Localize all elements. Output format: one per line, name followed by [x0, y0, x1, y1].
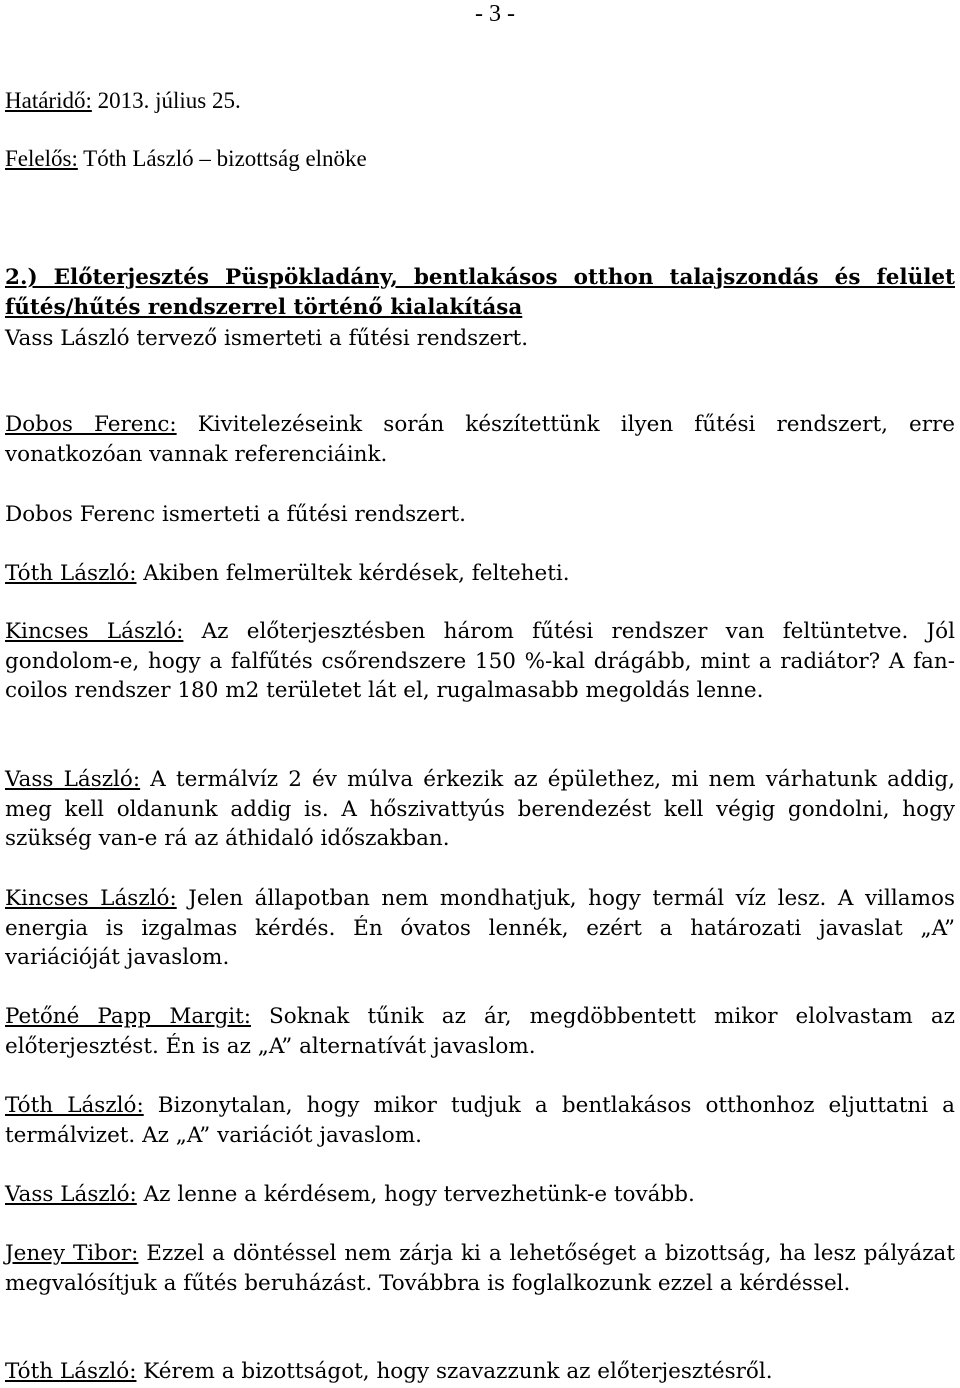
responsible-value: Tóth László – bizottság elnöke [77, 146, 367, 171]
paragraph-text: A termálvíz 2 év múlva érkezik az épülethez, mi nem várhatunk addig, meg kell oldanunk addig is. A hőszivattyús berendezést kell végig gondolni, hogy szükség van-e rá az áthidaló időszakban. [5, 767, 955, 851]
paragraph-text: Kivitelezéseink során készítettünk ilyen fűtési rendszert, erre vonatkozóan vannak referenciáink. [5, 412, 956, 467]
paragraph-text: Dobos Ferenc ismerteti a fűtési rendszert. [5, 502, 466, 527]
page-number: - 3 - [475, 1, 515, 27]
speaker-name: Tóth László: [5, 1359, 137, 1384]
paragraph-11 [5, 1239, 955, 1298]
paragraph-6 [5, 765, 955, 854]
deadline-line [5, 86, 955, 116]
speaker-name: Tóth László: [5, 561, 137, 586]
responsible-line [5, 144, 955, 174]
paragraph-text: Kérem a bizottságot, hogy szavazzunk az előterjesztésről. [136, 1359, 773, 1384]
deadline-value: 2013. július 25. [91, 88, 241, 113]
agenda-item-title: 2.) Előterjesztés Püspökladány, bentlakásos otthon talajszondás és felület fűtés/hűtés rendszerrel történő kialakítása [5, 265, 955, 320]
paragraph-text: Ezzel a döntéssel nem zárja ki a lehetőséget a bizottság, ha lesz pályázat megvalósítjuk a fűtés beruházást. Továbbra is foglalkozunk ezzel a kérdéssel. [5, 1241, 955, 1296]
paragraph-1 [5, 324, 955, 354]
speaker-name: Dobos Ferenc: [5, 412, 177, 437]
paragraph-text: Az lenne a kérdésem, hogy tervezhetünk-e tovább. [136, 1182, 695, 1207]
paragraph-2 [5, 410, 955, 469]
speaker-name: Tóth László: [5, 1093, 144, 1118]
speaker-name: Petőné Papp Margit: [5, 1004, 251, 1029]
paragraph-text: Soknak tűnik az ár, megdöbbentett mikor elolvastam az előterjesztést. Én is az „A” alternatívát javaslom. [5, 1004, 955, 1059]
paragraph-9 [5, 1091, 955, 1150]
deadline-label: Határidő: [5, 88, 92, 113]
paragraph-10 [5, 1180, 955, 1210]
paragraph-text: Jelen állapotban nem mondhatjuk, hogy termál víz lesz. A villamos energia is izgalmas kérdés. Én óvatos lennék, ezért a határozati javaslat „A” variációját javaslom. [5, 886, 955, 970]
paragraph-12 [5, 1357, 955, 1387]
speaker-name: Kincses László: [5, 886, 177, 911]
speaker-name: Jeney Tibor: [5, 1241, 139, 1266]
paragraph-7 [5, 884, 955, 973]
speaker-name: Vass László: [5, 767, 141, 792]
paragraph-3 [5, 500, 955, 530]
speaker-name: Vass László: [5, 1182, 137, 1207]
responsible-label: Felelős: [5, 146, 78, 171]
paragraph-4 [5, 559, 955, 589]
paragraph-text: Vass László tervező ismerteti a fűtési rendszert. [5, 326, 529, 351]
speaker-name: Kincses László: [5, 619, 184, 644]
paragraph-text: Bizonytalan, hogy mikor tudjuk a bentlakásos otthonhoz eljuttatni a termálvizet. Az „A” variációt javaslom. [5, 1093, 955, 1148]
paragraph-text: Akiben felmerültek kérdések, felteheti. [136, 561, 570, 586]
paragraph-text: Az előterjesztésben három fűtési rendszer van feltüntetve. Jól gondolom-e, hogy a falfűtés csőrendszere 150 %-kal drágább, mint a radiátor? A fan-coilos rendszer 180 m2 területet lát el, rugalmasabb megoldás lenne. [5, 619, 955, 703]
paragraph-8 [5, 1002, 955, 1061]
paragraph-5 [5, 617, 955, 706]
